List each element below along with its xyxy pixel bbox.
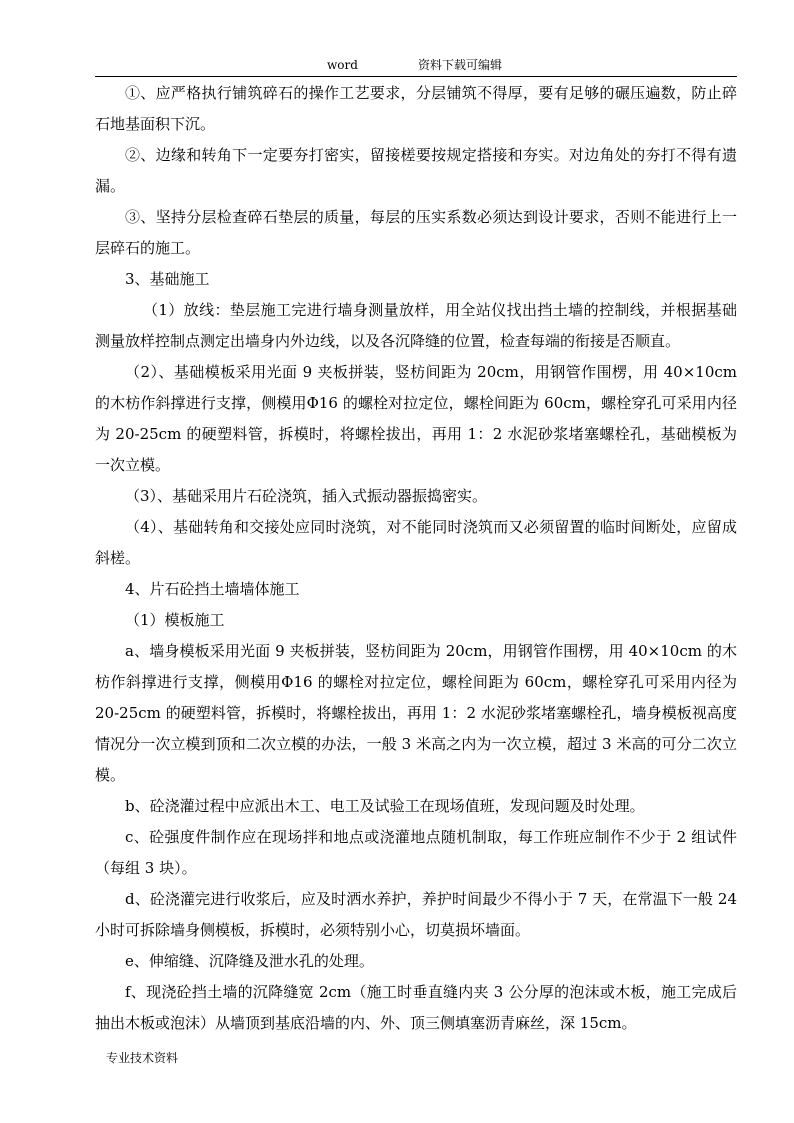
- paragraph-foundation-pour: （3）、基础采用片石砼浇筑，插入式振动器振捣密实。: [125, 487, 488, 505]
- paragraph-test-specimens: c、砼强度件制作应在现场拌和地点或浇灌地点随机制取，每工作班应制作不少于 2 组试件（每组 3 块）。: [95, 828, 737, 877]
- paragraph-wall-formwork: a、墙身模板采用光面 9 夹板拼装，竖枋间距为 20cm，用钢管作围楞，用 40×10cm 的木枋作斜撑进行支撑，侧模用Φ16 的螺栓对拉定位，螺栓间距为 60cm，螺栓穿孔可采用内径为 20-25cm 的硬塑料管，拆模时，将螺栓拔出，再用 1：2 水泥砂浆堵塞螺栓孔，墙身模板视高度情况分一次立模到顶和二次立模的办法，一般 3 米高之内为一次立模，超过 3 米高的可分二次立模。: [95, 642, 737, 784]
- page-header: [95, 56, 737, 77]
- page-footer: 专业技术资料: [106, 1051, 179, 1065]
- paragraph-on-site-duty: b、砼浇灌过程中应派出木工、电工及试验工在现场值班，发现问题及时处理。: [125, 797, 645, 815]
- paragraph-item-3: ③、坚持分层检查碎石垫层的质量，每层的压实系数必须达到设计要求，否则不能进行上一层碎石的施工。: [95, 208, 737, 257]
- header-word-label: word: [327, 58, 358, 72]
- paragraph-settlement-joint: f、现浇砼挡土墙的沉降缝宽 2cm（施工时垂直缝内夹 3 公分厚的泡沫或木板，施工完成后抽出木板或泡沫）从墙顶到基底沿墙的内、外、顶三侧填塞沥青麻丝，深 15cm。: [95, 983, 737, 1032]
- paragraph-joints: e、伸缩缝、沉降缝及泄水孔的处理。: [125, 952, 374, 970]
- paragraph-foundation-formwork: （2）、基础模板采用光面 9 夹板拼装，竖枋间距为 20cm，用钢管作围楞，用 40×10cm 的木枋作斜撑进行支撑，侧模用Φ16 的螺栓对拉定位，螺栓间距为 60cm，螺栓穿孔可采用内径为 20-25cm 的硬塑料管，拆模时，将螺栓拔出，再用 1：2 水泥砂浆堵塞螺栓孔，基础模板为一次立模。: [95, 363, 737, 474]
- paragraph-foundation-corners: （4）、基础转角和交接处应同时浇筑，对不能同时浇筑而又必须留置的临时间断处，应留成斜槎。: [95, 518, 737, 567]
- paragraph-curing: d、砼浇灌完进行收浆后，应及时洒水养护，养护时间最少不得小于 7 天，在常温下一般 24 小时可拆除墙身侧模板，拆模时，必须特别小心，切莫损坏墙面。: [95, 890, 737, 939]
- subheading-formwork: （1）模板施工: [125, 611, 225, 629]
- section-heading-foundation: 3、基础施工: [125, 270, 210, 288]
- paragraph-item-2: ②、边缘和转角下一定要夯打密实，留接槎要按规定搭接和夯实。对边角处的夯打不得有遗漏。: [95, 146, 737, 195]
- header-editable-label: 资料下载可编辑: [418, 58, 503, 72]
- section-heading-wall: 4、片石砼挡土墙墙体施工: [125, 580, 300, 598]
- document-body: [95, 78, 737, 1039]
- paragraph-item-1: ①、应严格执行铺筑碎石的操作工艺要求，分层铺筑不得厚，要有足够的碾压遍数，防止碎石地基面积下沉。: [95, 84, 737, 133]
- paragraph-setout: （1）放线：垫层施工完进行墙身测量放样，用全站仪找出挡土墙的控制线，并根据基础测量放样控制点测定出墙身内外边线，以及各沉降缝的位置，检查每端的衔接是否顺直。: [95, 301, 737, 350]
